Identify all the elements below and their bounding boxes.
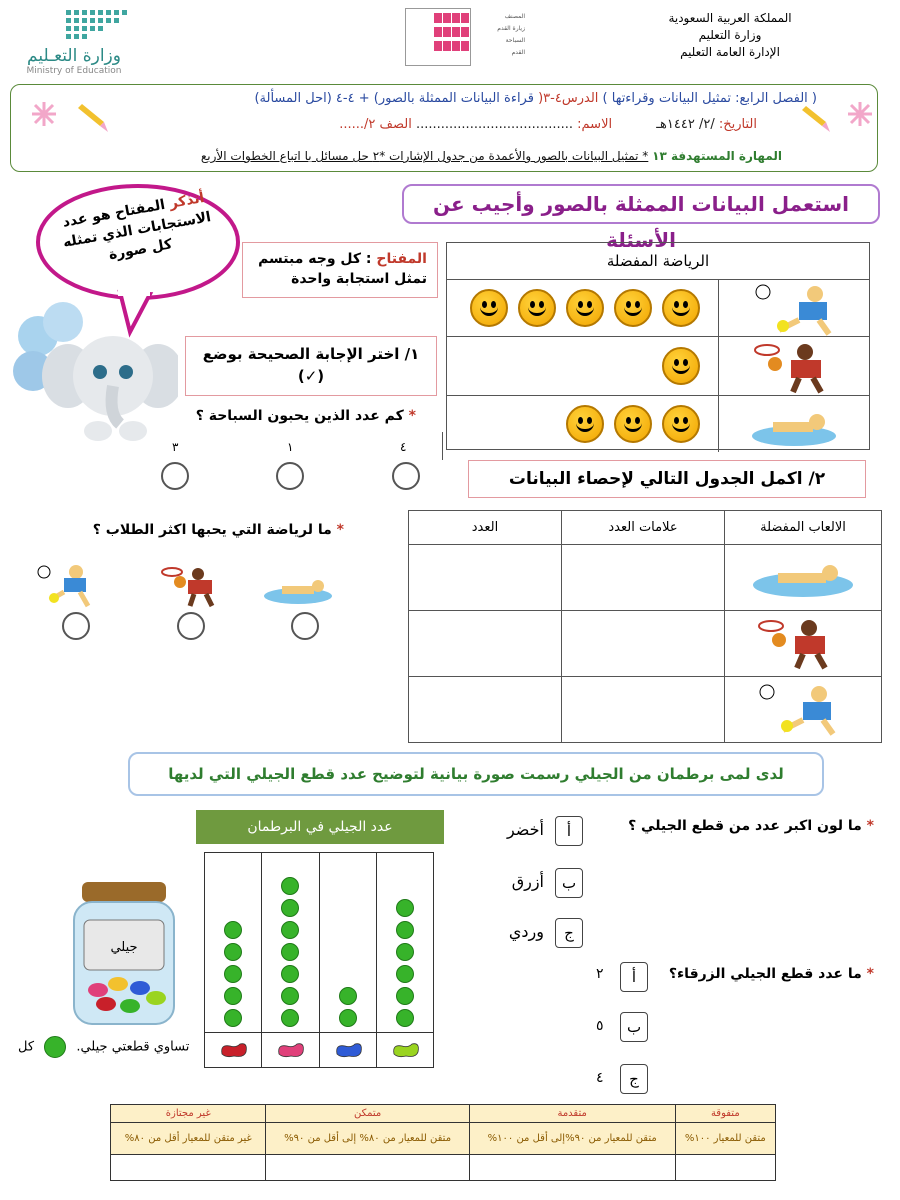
- lesson-number: الدرس٤-٣(: [538, 91, 599, 106]
- q1-option-label: ٤: [400, 440, 407, 454]
- basketball-player-icon: [160, 562, 224, 608]
- lesson-title: قراءة البيانات الممثلة بالصور) + ٤-٤ (احل المسألة): [254, 91, 534, 106]
- smiley-icon: [662, 405, 700, 443]
- legend-dot-icon: [44, 1036, 66, 1058]
- rubric-header: متفوقة: [675, 1105, 775, 1123]
- rubric-header: متقدمة: [469, 1105, 675, 1123]
- thumb-label: المصنف: [504, 13, 525, 20]
- jelly-chart: [204, 852, 434, 1068]
- key-label: المفتاح: [376, 251, 427, 267]
- basketball-player-icon: [753, 614, 853, 670]
- lesson-info-box: [10, 84, 878, 172]
- swimmer-icon: [749, 396, 839, 452]
- jelly-dot: [281, 1009, 299, 1027]
- section1-title-box: [402, 184, 880, 252]
- jar-label: جيلي: [110, 940, 138, 955]
- smiley-icon: [566, 289, 604, 327]
- ministry-name: وزارة التعليم: [698, 28, 762, 42]
- jelly-q2-option-b[interactable]: ب: [620, 1012, 648, 1042]
- lesson-line-1: [254, 91, 817, 106]
- rubric-grade-cell[interactable]: [469, 1155, 675, 1181]
- smiley-icon: [470, 289, 508, 327]
- kingdom-name: المملكة العربية السعودية: [668, 11, 792, 25]
- jelly-dot: [281, 943, 299, 961]
- jelly-q2: ما عدد قطع الجيلي الزرقاء؟: [668, 966, 862, 982]
- rubric-desc: غير متقن للمعيار أقل من ٨٠%: [111, 1123, 266, 1155]
- elephant-balloons-icon: [8, 296, 178, 446]
- section2-title-box: [468, 460, 866, 498]
- legend-text: تساوي قطعتي جيلي.: [76, 1039, 190, 1055]
- smiley-icon: [614, 405, 652, 443]
- swimmer-icon: [262, 568, 334, 608]
- remember-word: أتذكر: [168, 189, 206, 212]
- chapter-title: ( الفصل الرابع: تمثيل البيانات وقراءتها ): [602, 91, 817, 106]
- flower-decoration-icon: [30, 92, 110, 142]
- key-text-1: : كل وجه مبتسم: [258, 251, 372, 267]
- q1-option-label: ٣: [172, 440, 179, 454]
- ministry-logo: [14, 4, 134, 80]
- jelly-bean-icon: [262, 1032, 318, 1067]
- thumb-label: السباحة: [505, 37, 525, 44]
- jelly-dot: [396, 1009, 414, 1027]
- kingdom-header: [650, 10, 810, 61]
- q1-question-line: * كم عدد الذين يحبون السباحة ؟: [195, 408, 416, 424]
- q1-radio-option-1[interactable]: [276, 462, 304, 490]
- thumb-label: القدم: [511, 49, 525, 56]
- section1-title: استعمل البيانات الممثلة بالصور وأجيب عن الأسئلة: [433, 192, 849, 252]
- tally-marks-cell[interactable]: [562, 677, 725, 743]
- tally-marks-cell[interactable]: [562, 611, 725, 677]
- count-cell[interactable]: [409, 677, 562, 743]
- swimmer-icon: [748, 551, 858, 601]
- rubric-grade-cell[interactable]: [675, 1155, 775, 1181]
- class-label: الصف ٢/......: [339, 117, 412, 132]
- rubric-grade-cell[interactable]: [266, 1155, 469, 1181]
- jelly-dot: [281, 987, 299, 1005]
- q2-question: ما لرياضة التي يحبها اكثر الطلاب ؟: [92, 522, 332, 538]
- jelly-dot: [281, 921, 299, 939]
- jelly-q2-option-a[interactable]: أ: [620, 962, 648, 992]
- rubric-header: متمكن: [266, 1105, 469, 1123]
- count-cell[interactable]: [409, 611, 562, 677]
- q1-heading-box: [185, 336, 437, 396]
- jelly-q2-text-b: ٥: [596, 1018, 604, 1034]
- pictograph-row: [447, 280, 869, 337]
- jelly-banner-text: لدى لمى برطمان من الجيلي رسمت صورة بيانية لتوضيح عدد قطع الجيلي التي لديها: [168, 765, 784, 783]
- skill-line: [201, 149, 782, 163]
- chart-column: [262, 853, 319, 1067]
- q2-radio-swimming[interactable]: [291, 612, 319, 640]
- chart-title: عدد الجيلي في البرطمان: [196, 810, 444, 844]
- jelly-q1-text-a: أخضر: [506, 820, 544, 839]
- jelly-q1-text-b: أزرق: [511, 872, 544, 891]
- q1-divider: [442, 432, 443, 460]
- q1-radio-option-4[interactable]: [392, 462, 420, 490]
- jelly-dot: [281, 899, 299, 917]
- q1-check-symbol: (✓): [297, 367, 325, 385]
- jelly-bean-icon: [205, 1032, 261, 1067]
- table-row: [409, 545, 882, 611]
- rubric-header: غير مجتازة: [111, 1105, 266, 1123]
- jelly-q2-line: * ما عدد قطع الجيلي الزرقاء؟: [668, 966, 874, 982]
- bubble-text: المفتاح هو عدد الاستجابات الذي تمثله كل صورة: [61, 196, 213, 264]
- name-value[interactable]: ......................................: [415, 117, 573, 132]
- table-row: [409, 677, 882, 743]
- q2-radio-soccer[interactable]: [62, 612, 90, 640]
- soccer-player-icon: [753, 680, 853, 736]
- jelly-dot: [224, 987, 242, 1005]
- skill-label: المهارة المستهدفة ١٣: [652, 149, 782, 163]
- key-box: [242, 242, 438, 298]
- pictograph-row: [447, 337, 869, 396]
- key-text-2: تمثل استجابة واحدة: [291, 271, 427, 287]
- thumb-label: زيارة القدم: [497, 25, 525, 32]
- jelly-bean-icon: [320, 1032, 376, 1067]
- logo-dots-icon: [14, 4, 134, 44]
- tally-table: [408, 510, 882, 743]
- tally-header: الالعاب المفضلة: [725, 511, 882, 545]
- jelly-q1-option-c[interactable]: ج: [555, 918, 583, 948]
- count-cell[interactable]: [409, 545, 562, 611]
- logo-english-text: Ministry of Education: [26, 66, 122, 76]
- pictograph-title: الرياضة المفضلة: [447, 243, 869, 280]
- table-row: [409, 611, 882, 677]
- jelly-dot: [396, 965, 414, 983]
- chart-column: [205, 853, 262, 1067]
- smiley-icon: [662, 289, 700, 327]
- smiley-icon: [614, 289, 652, 327]
- jelly-dot: [339, 987, 357, 1005]
- lesson-line-2: [339, 117, 757, 132]
- tally-marks-cell[interactable]: [562, 545, 725, 611]
- jelly-banner: [128, 752, 824, 796]
- q2-radio-basketball[interactable]: [177, 612, 205, 640]
- rubric-desc: متقن للمعيار من ٨٠% إلى أقل من ٩٠%: [266, 1123, 469, 1155]
- jelly-q2-text-a: ٢: [596, 966, 604, 982]
- jelly-q1-line: * ما لون اكبر عدد من قطع الجيلي ؟: [628, 818, 874, 834]
- soccer-player-icon: [749, 280, 839, 336]
- header-thumbnail: [405, 8, 525, 74]
- skill-text: * تمثيل البيانات بالصور والأعمدة من جدول الإشارات *٢ حل مسائل با اتباع الخطوات الأربع: [200, 149, 649, 163]
- rubric-table: [110, 1104, 776, 1181]
- date-value: /٢/ ١٤٤٢هـ: [656, 117, 715, 132]
- jelly-dot: [281, 877, 299, 895]
- jelly-q1-text-c: وردي: [508, 922, 544, 941]
- q1-heading: ١/ اختر الإجابة الصحيحة بوضع: [202, 345, 420, 363]
- flower-decoration-icon: [800, 92, 880, 142]
- q1-option-label: ١: [287, 440, 294, 454]
- jelly-q2-option-c[interactable]: ج: [620, 1064, 648, 1094]
- q1-radio-option-3[interactable]: [161, 462, 189, 490]
- pictograph-table: [446, 242, 870, 450]
- section2-title: ٢/ اكمل الجدول التالي لإحصاء البيانات: [508, 469, 826, 489]
- smiley-icon: [662, 347, 700, 385]
- jelly-dot: [224, 965, 242, 983]
- rubric-desc: متقن للمعيار من ٩٠%إلى أقل من ١٠٠%: [469, 1123, 675, 1155]
- jelly-q1: ما لون اكبر عدد من قطع الجيلي ؟: [628, 818, 862, 834]
- admin-name: الإدارة العامة التعليم: [680, 45, 780, 59]
- legend-each: كل: [18, 1039, 35, 1055]
- tally-header: العدد: [409, 511, 562, 545]
- smiley-icon: [566, 405, 604, 443]
- q1-question: كم عدد الذين يحبون السباحة ؟: [195, 408, 404, 424]
- tally-header: علامات العدد: [562, 511, 725, 545]
- chart-legend: [18, 1036, 189, 1058]
- soccer-player-icon: [36, 562, 96, 608]
- jelly-dot: [339, 1009, 357, 1027]
- name-label: الاسم:: [577, 117, 613, 132]
- jelly-dot: [224, 1009, 242, 1027]
- smiley-icon: [518, 289, 556, 327]
- basketball-player-icon: [749, 338, 839, 394]
- jelly-q1-option-b[interactable]: ب: [555, 868, 583, 898]
- chart-column: [377, 853, 433, 1067]
- jelly-bean-icon: [377, 1032, 433, 1067]
- date-label: التاريخ:: [718, 117, 757, 132]
- jelly-dot: [396, 899, 414, 917]
- jelly-dot: [281, 965, 299, 983]
- jelly-q1-option-a[interactable]: أ: [555, 816, 583, 846]
- rubric-grade-cell[interactable]: [111, 1155, 266, 1181]
- q2-question-line: * ما لرياضة التي يحبها اكثر الطلاب ؟: [92, 522, 344, 538]
- jelly-dot: [396, 943, 414, 961]
- pictograph-row: [447, 396, 869, 452]
- chart-column: [320, 853, 377, 1067]
- logo-arabic-text: وزارة التعـليم: [27, 46, 121, 66]
- jelly-dot: [396, 921, 414, 939]
- jelly-dot: [396, 987, 414, 1005]
- jelly-dot: [224, 921, 242, 939]
- jelly-dot: [224, 943, 242, 961]
- rubric-desc: متقن للمعيار ١٠٠%: [675, 1123, 775, 1155]
- jelly-q2-text-c: ٤: [596, 1070, 604, 1086]
